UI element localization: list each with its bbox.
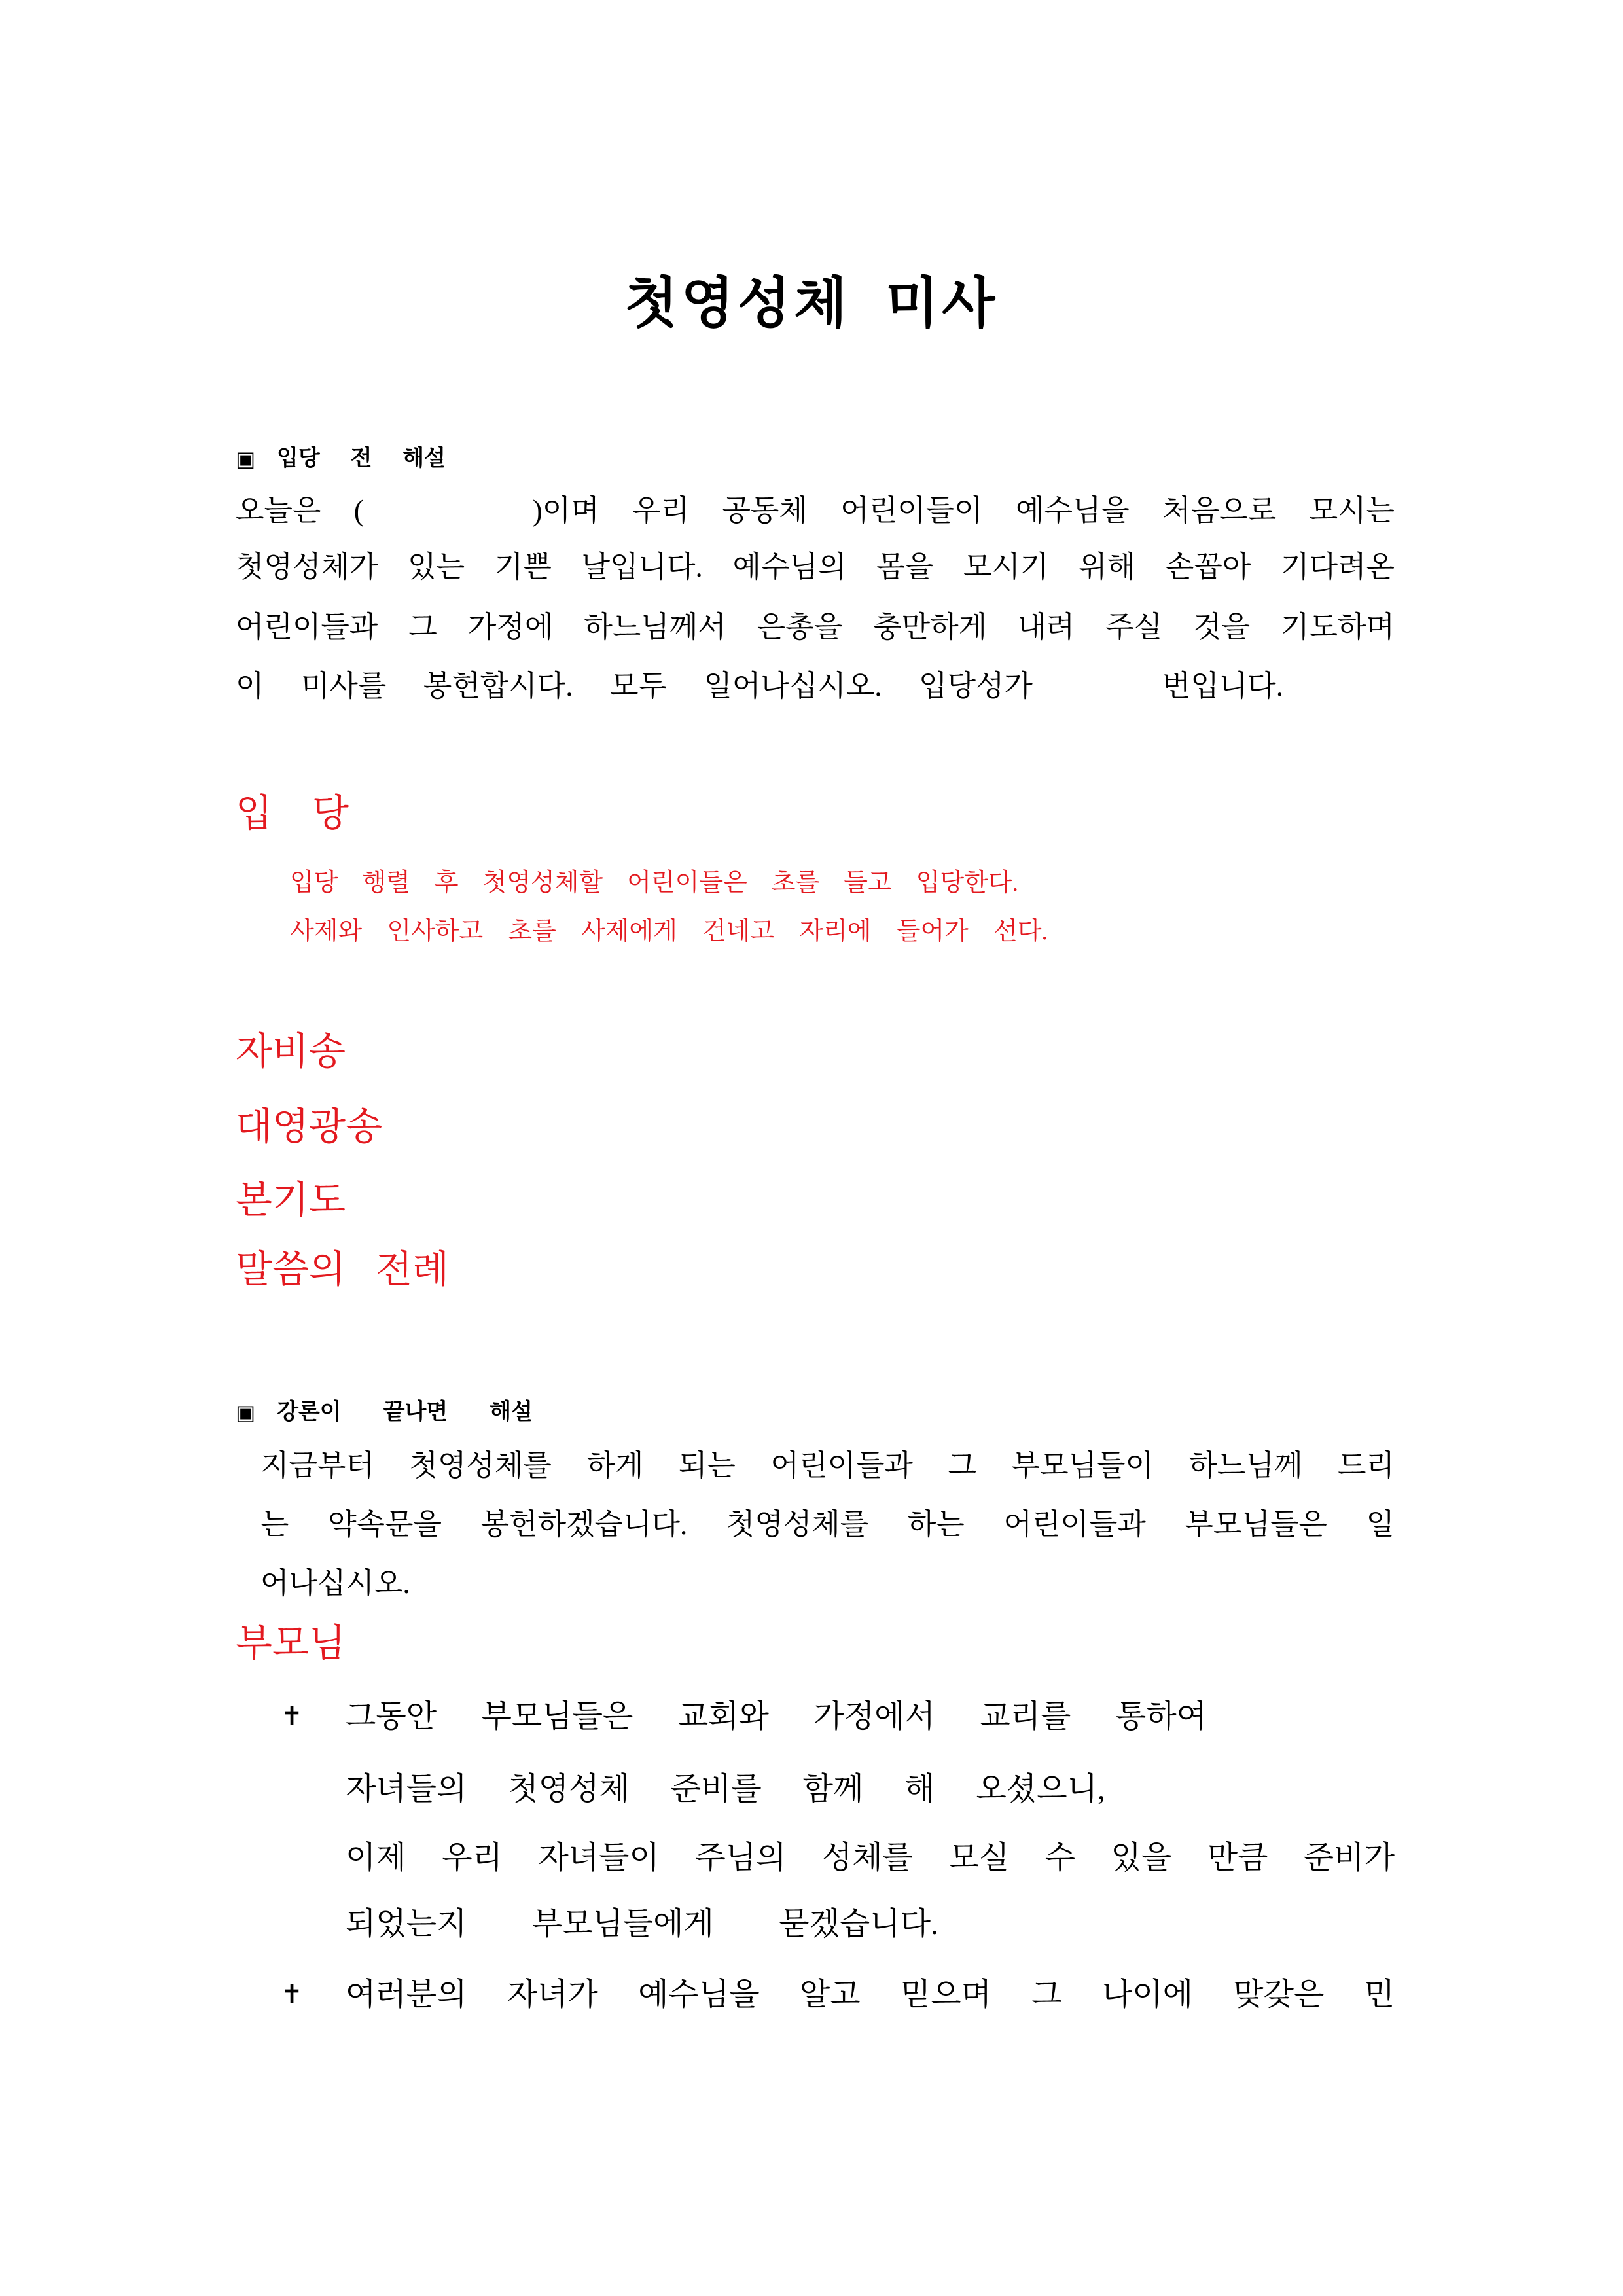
paragraph-line: 지금부터 첫영성체를 하게 되는 어린이들과 그 부모님들이 하느님께 드리	[260, 1449, 1395, 1482]
section-heading-entrance-commentary: 입당 전 해설	[277, 446, 446, 471]
prayer-line: 자녀들의 첫영성체 준비를 함께 해 오셨으니,	[346, 1772, 1105, 1806]
text-segment: )이며 우리 공동체 어린이들이 예수님을 처음으로 모시는	[532, 494, 1395, 527]
section-heading-entrance: 입 당	[236, 792, 349, 834]
prayer-line: 되었는지 부모님들에게 묻겠습니다.	[346, 1907, 938, 1941]
paragraph-line: 어나십시오.	[260, 1567, 410, 1600]
rubric-line: 입당 행렬 후 첫영성체할 어린이들은 초를 들고 입당한다.	[290, 869, 1018, 897]
text-segment: 이 미사를 봉헌합시다. 모두 일어나십시오. 입당성가	[236, 670, 1033, 702]
square-bullet-icon	[236, 1398, 262, 1427]
section-heading-homily-commentary: 강론이 끝나면 해설	[277, 1400, 533, 1424]
cross-icon	[277, 1696, 306, 1738]
date-blank	[364, 513, 533, 514]
section-heading-parents: 부모님	[236, 1622, 346, 1664]
paragraph-line	[236, 666, 1283, 706]
section-heading-kyrie: 자비송	[236, 1030, 346, 1073]
section-heading-gloria: 대영광송	[236, 1105, 383, 1148]
section-heading-collect: 본기도	[236, 1179, 346, 1221]
paragraph-line: 는 약속문을 봉헌하겠습니다. 첫영성체를 하는 어린이들과 부모님들은 일	[260, 1508, 1395, 1541]
paragraph-line: 어린이들과 그 가정에 하느님께서 은총을 충만하게 내려 주실 것을 기도하며	[236, 611, 1395, 643]
page-title: 첫영성체 미사	[624, 274, 999, 334]
text-segment: 오늘은 (	[236, 494, 364, 527]
square-bullet-icon	[236, 444, 262, 473]
prayer-line: 여러분의 자녀가 예수님을 알고 믿으며 그 나이에 맞갖은 민	[346, 1977, 1395, 2012]
paragraph-line: 첫영성체가 있는 기쁜 날입니다. 예수님의 몸을 모시기 위해 손꼽아 기다려온	[236, 550, 1395, 583]
rubric-line: 사제와 인사하고 초를 사제에게 건네고 자리에 들어가 선다.	[290, 918, 1048, 945]
text-segment: 번입니다.	[1162, 670, 1283, 702]
section-heading-liturgy-of-word: 말씀의 전례	[236, 1248, 449, 1291]
cross-icon	[277, 1974, 306, 2016]
paragraph-line	[236, 491, 1395, 530]
prayer-line: 이제 우리 자녀들이 주님의 성체를 모실 수 있을 만큼 준비가	[346, 1840, 1395, 1875]
prayer-line: 그동안 부모님들은 교회와 가정에서 교리를 통하여	[346, 1699, 1207, 1734]
